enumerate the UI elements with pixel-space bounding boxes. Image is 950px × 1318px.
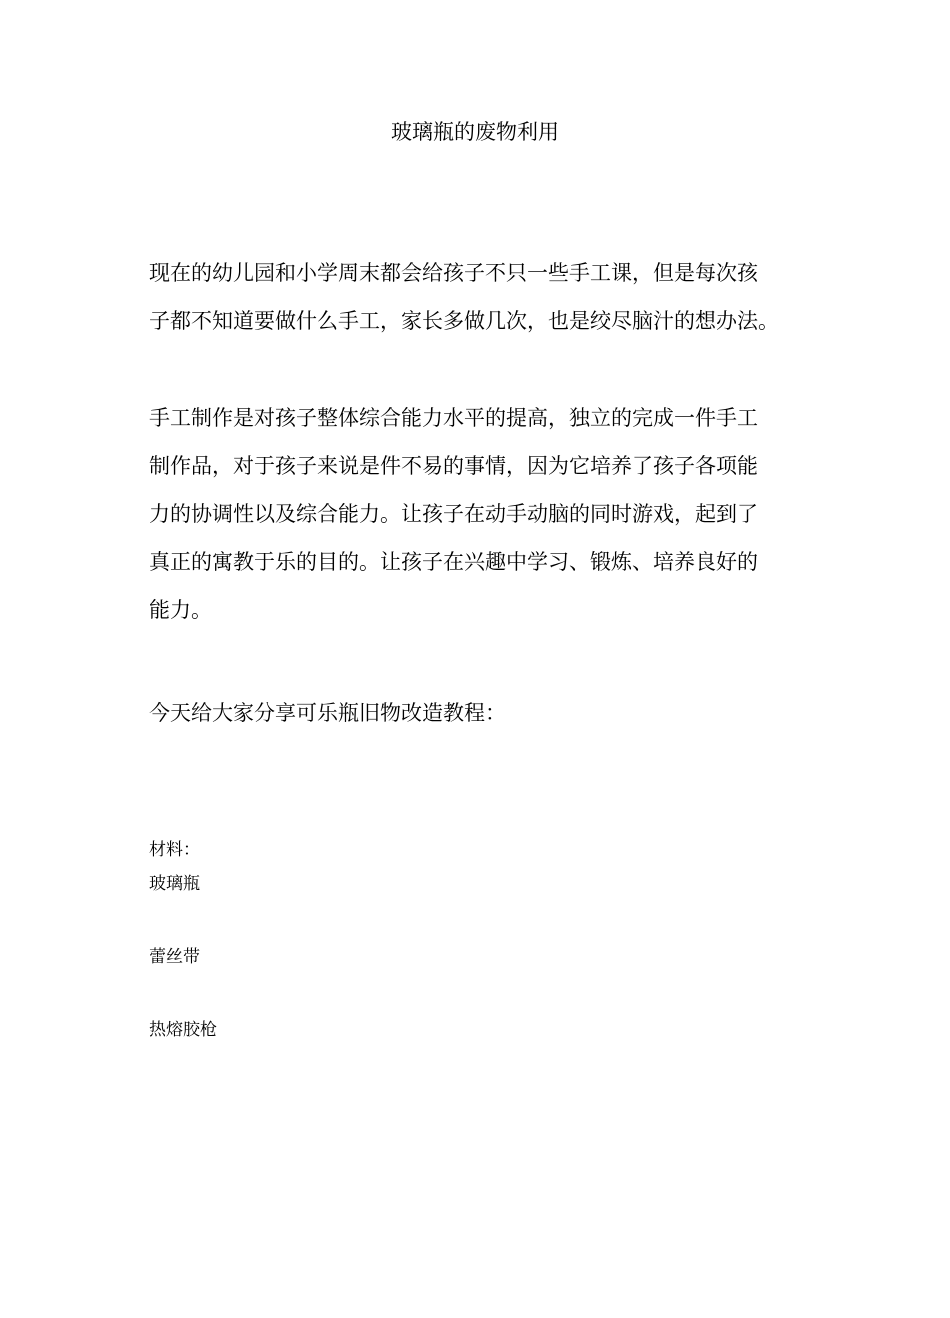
paragraph-line: 制作品，对于孩子来说是件不易的事情，因为它培养了孩子各项能 [149, 454, 758, 478]
paragraph-tutorial-intro [149, 689, 809, 737]
paragraph-line: 能力。 [149, 598, 212, 622]
material-item-glass-bottle: 玻璃瓶 [149, 874, 200, 894]
material-item-lace-ribbon: 蕾丝带 [149, 947, 200, 967]
paragraph-line: 力的协调性以及综合能力。让孩子在动手动脑的同时游戏，起到了 [149, 502, 758, 526]
document-title: 玻璃瓶的废物利用 [391, 120, 559, 144]
paragraph-line: 子都不知道要做什么手工，家长多做几次，也是绞尽脑汁的想办法。 [149, 309, 779, 333]
paragraph-intro [149, 249, 809, 345]
materials-label: 材料： [149, 840, 200, 860]
paragraph-line: 手工制作是对孩子整体综合能力水平的提高，独立的完成一件手工 [149, 406, 758, 430]
paragraph-benefits [149, 394, 809, 634]
paragraph-line: 真正的寓教于乐的目的。让孩子在兴趣中学习、锻炼、培养良好的 [149, 550, 758, 574]
paragraph-line: 现在的幼儿园和小学周末都会给孩子不只一些手工课，但是每次孩 [149, 261, 758, 285]
paragraph-line: 今天给大家分享可乐瓶旧物改造教程： [149, 701, 506, 725]
material-item-glue-gun: 热熔胶枪 [149, 1020, 217, 1040]
